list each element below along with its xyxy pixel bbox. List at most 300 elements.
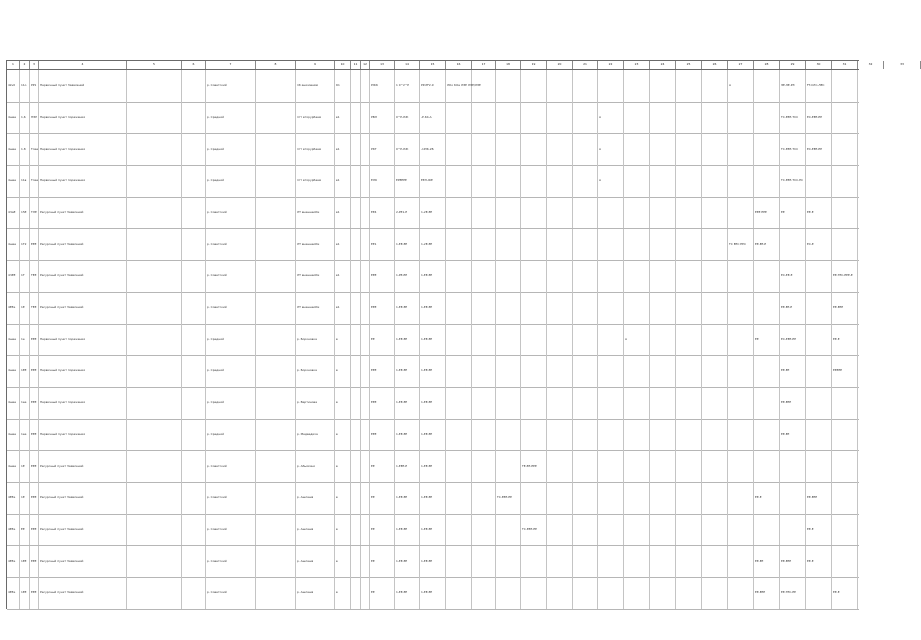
table-cell[interactable]: р. Советский — [206, 260, 256, 292]
table-cell[interactable] — [446, 450, 472, 482]
table-cell[interactable] — [446, 577, 472, 609]
table-cell[interactable]: ЕЕ-ТЕС-ЕЕЕ-Е — [832, 260, 858, 292]
table-cell[interactable]: в — [335, 419, 351, 451]
table-cell[interactable]: 1ЕЕ — [20, 355, 30, 387]
table-cell[interactable] — [256, 324, 296, 356]
table-cell[interactable] — [472, 324, 496, 356]
table-cell[interactable] — [573, 450, 598, 482]
table-cell[interactable] — [728, 514, 754, 546]
table-cell[interactable] — [361, 292, 370, 324]
table-cell[interactable] — [702, 165, 728, 197]
table-cell[interactable]: ЕЕЕ — [30, 450, 39, 482]
table-cell[interactable]: р. Средний — [206, 419, 256, 451]
table-cell[interactable]: ЕЕЕ — [30, 387, 39, 419]
table-cell[interactable]: в1 — [335, 165, 351, 197]
column-header[interactable]: 4 — [39, 61, 127, 69]
table-cell[interactable]: ЛТ внешнеобм — [296, 292, 335, 324]
table-cell[interactable]: Ресурсный пункт Заявлений — [39, 514, 127, 546]
column-header[interactable]: 11 — [351, 61, 361, 69]
table-cell[interactable] — [521, 197, 547, 229]
table-cell[interactable] — [676, 165, 702, 197]
table-cell[interactable] — [496, 324, 521, 356]
table-cell[interactable] — [624, 260, 650, 292]
table-cell[interactable]: ЕС-ЕЕЕ-ЕЕ — [806, 133, 832, 165]
table-cell[interactable] — [754, 133, 780, 165]
table-cell[interactable] — [702, 546, 728, 578]
table-cell[interactable] — [676, 355, 702, 387]
column-header[interactable]: 29 — [780, 61, 806, 69]
table-cell[interactable] — [361, 229, 370, 261]
table-cell[interactable] — [547, 546, 573, 578]
table-cell[interactable] — [351, 482, 361, 514]
table-cell[interactable]: р. Медведиха — [296, 419, 335, 451]
table-cell[interactable] — [446, 419, 472, 451]
table-cell[interactable] — [754, 292, 780, 324]
table-cell[interactable] — [547, 292, 573, 324]
table-cell[interactable] — [598, 324, 624, 356]
table-cell[interactable] — [127, 260, 182, 292]
table-cell[interactable] — [598, 514, 624, 546]
table-cell[interactable] — [624, 355, 650, 387]
table-cell[interactable] — [676, 419, 702, 451]
table-cell[interactable] — [361, 546, 370, 578]
table-cell[interactable] — [754, 355, 780, 387]
table-cell[interactable] — [472, 577, 496, 609]
table-cell[interactable]: р. Советский — [206, 450, 256, 482]
table-cell[interactable]: 1,6 — [20, 102, 30, 134]
column-header[interactable]: 13 — [370, 61, 395, 69]
table-cell[interactable]: ЕЕЕ — [30, 546, 39, 578]
table-cell[interactable]: ЕЕЕ — [30, 419, 39, 451]
table-cell[interactable] — [472, 514, 496, 546]
column-header[interactable]: 28 — [754, 61, 780, 69]
table-cell[interactable] — [446, 355, 472, 387]
table-cell[interactable]: 1ее — [20, 387, 30, 419]
table-cell[interactable]: 4ЧЕЕ — [7, 260, 20, 292]
table-cell[interactable]: ЭЕ-ЭЕ-РЭ — [780, 70, 806, 102]
table-cell[interactable] — [472, 450, 496, 482]
column-header[interactable]: 1 — [7, 61, 20, 69]
table-cell[interactable] — [676, 260, 702, 292]
table-cell[interactable] — [832, 102, 858, 134]
column-header[interactable]: 22 — [598, 61, 624, 69]
table-cell[interactable]: 1Е — [20, 292, 30, 324]
table-cell[interactable] — [702, 229, 728, 261]
table-cell[interactable] — [472, 419, 496, 451]
table-cell[interactable]: ЕЕ-ЕЕЕ — [780, 546, 806, 578]
column-header[interactable]: 21 — [573, 61, 598, 69]
table-cell[interactable] — [361, 419, 370, 451]
table-cell[interactable]: ЕЕ-ЕЕЕ — [832, 292, 858, 324]
table-cell[interactable]: в — [335, 324, 351, 356]
table-cell[interactable] — [361, 387, 370, 419]
table-cell[interactable]: 1-ЕЕ-ЕЕ — [420, 577, 446, 609]
table-cell[interactable] — [472, 546, 496, 578]
table-cell[interactable] — [361, 514, 370, 546]
table-cell[interactable]: 1-ЕЕ-ЕЕ — [420, 482, 446, 514]
table-cell[interactable]: 1-ЕЕ-ЕЕ — [420, 514, 446, 546]
table-cell[interactable] — [521, 102, 547, 134]
column-header[interactable]: 3 — [30, 61, 39, 69]
table-cell[interactable]: 1Е — [20, 450, 30, 482]
table-cell[interactable] — [127, 165, 182, 197]
table-cell[interactable] — [446, 102, 472, 134]
column-header[interactable]: 23 — [624, 61, 650, 69]
table-cell[interactable] — [547, 133, 573, 165]
table-cell[interactable] — [256, 102, 296, 134]
table-cell[interactable] — [521, 70, 547, 102]
table-cell[interactable] — [676, 514, 702, 546]
table-cell[interactable] — [521, 482, 547, 514]
table-cell[interactable]: 11o — [20, 70, 30, 102]
table-cell[interactable]: Первичный пункт поражения — [39, 355, 127, 387]
table-cell[interactable] — [182, 292, 206, 324]
table-cell[interactable]: р. Советский — [206, 546, 256, 578]
table-cell[interactable]: К1 — [335, 70, 351, 102]
table-cell[interactable] — [547, 102, 573, 134]
table-cell[interactable] — [182, 70, 206, 102]
table-cell[interactable]: ЕРЕЕЕЕ — [395, 165, 420, 197]
table-cell[interactable] — [547, 197, 573, 229]
table-cell[interactable]: 4шее — [7, 165, 20, 197]
table-cell[interactable] — [472, 165, 496, 197]
table-cell[interactable] — [127, 102, 182, 134]
table-cell[interactable] — [547, 229, 573, 261]
table-cell[interactable] — [446, 546, 472, 578]
table-cell[interactable] — [573, 419, 598, 451]
table-cell[interactable] — [676, 102, 702, 134]
table-cell[interactable] — [472, 102, 496, 134]
table-cell[interactable] — [650, 355, 676, 387]
table-cell[interactable] — [472, 70, 496, 102]
table-cell[interactable] — [496, 70, 521, 102]
table-cell[interactable]: ЕЕ — [370, 482, 395, 514]
table-cell[interactable] — [754, 387, 780, 419]
table-cell[interactable] — [361, 260, 370, 292]
table-cell[interactable] — [127, 419, 182, 451]
table-cell[interactable] — [521, 546, 547, 578]
table-cell[interactable] — [182, 197, 206, 229]
table-cell[interactable]: 1 0^2^P — [395, 70, 420, 102]
table-cell[interactable]: р. Средний — [206, 387, 256, 419]
table-cell[interactable] — [676, 546, 702, 578]
table-cell[interactable] — [182, 102, 206, 134]
table-cell[interactable] — [832, 514, 858, 546]
table-cell[interactable]: ЕЕЕЕЕ — [832, 355, 858, 387]
table-cell[interactable]: ЕС-ЕЕ-Е — [780, 260, 806, 292]
table-cell[interactable]: ЕЕЕ — [30, 229, 39, 261]
table-cell[interactable]: Тлее — [30, 133, 39, 165]
column-header[interactable]: 26 — [702, 61, 728, 69]
table-cell[interactable] — [351, 165, 361, 197]
column-header[interactable]: 15 — [420, 61, 446, 69]
table-cell[interactable] — [832, 482, 858, 514]
table-cell[interactable] — [182, 355, 206, 387]
table-cell[interactable]: Ресурсный пункт Заявлений — [39, 260, 127, 292]
table-cell[interactable] — [351, 514, 361, 546]
table-cell[interactable] — [676, 292, 702, 324]
table-cell[interactable]: ЕЕ-Е — [832, 324, 858, 356]
table-cell[interactable] — [573, 292, 598, 324]
table-cell[interactable]: в1 — [335, 260, 351, 292]
table-cell[interactable]: ЛТ внешнеобм — [296, 260, 335, 292]
table-cell[interactable] — [624, 419, 650, 451]
table-cell[interactable]: ЕЕЕ — [370, 260, 395, 292]
table-cell[interactable]: 4kv0 — [7, 70, 20, 102]
table-cell[interactable] — [446, 324, 472, 356]
table-cell[interactable] — [573, 577, 598, 609]
table-cell[interactable] — [547, 514, 573, 546]
table-cell[interactable]: FT-СЛС-ЛЕС — [806, 70, 832, 102]
table-cell[interactable] — [182, 165, 206, 197]
table-cell[interactable] — [446, 260, 472, 292]
table-cell[interactable]: 1-ЕЕ-ЕЕ — [420, 324, 446, 356]
table-cell[interactable] — [361, 102, 370, 134]
table-cell[interactable]: ЕЕЕ — [30, 482, 39, 514]
table-cell[interactable]: в — [335, 577, 351, 609]
table-cell[interactable] — [598, 482, 624, 514]
table-cell[interactable] — [650, 514, 676, 546]
table-cell[interactable]: 4шее — [7, 324, 20, 356]
table-cell[interactable]: ЕЕ — [370, 324, 395, 356]
table-cell[interactable] — [832, 197, 858, 229]
table-cell[interactable] — [598, 355, 624, 387]
table-cell[interactable] — [676, 229, 702, 261]
table-cell[interactable] — [754, 419, 780, 451]
table-cell[interactable] — [496, 165, 521, 197]
table-cell[interactable] — [351, 102, 361, 134]
table-cell[interactable] — [351, 260, 361, 292]
table-cell[interactable] — [624, 102, 650, 134]
table-cell[interactable] — [598, 577, 624, 609]
table-cell[interactable] — [624, 577, 650, 609]
column-header[interactable]: 14 — [395, 61, 420, 69]
table-cell[interactable] — [676, 197, 702, 229]
table-cell[interactable]: пгт вторурбаем — [296, 133, 335, 165]
table-cell[interactable] — [676, 70, 702, 102]
table-cell[interactable] — [598, 260, 624, 292]
table-cell[interactable]: Ресурсный пункт Заявлений — [39, 546, 127, 578]
table-cell[interactable] — [351, 70, 361, 102]
table-cell[interactable] — [650, 419, 676, 451]
table-cell[interactable] — [598, 450, 624, 482]
table-cell[interactable] — [573, 387, 598, 419]
table-cell[interactable] — [521, 355, 547, 387]
table-cell[interactable] — [780, 514, 806, 546]
table-cell[interactable] — [650, 197, 676, 229]
table-cell[interactable]: в1 — [335, 133, 351, 165]
table-cell[interactable] — [256, 70, 296, 102]
table-cell[interactable]: р. Ашлашя — [296, 546, 335, 578]
table-cell[interactable]: ЕЕЕ — [370, 419, 395, 451]
table-cell[interactable] — [127, 355, 182, 387]
table-cell[interactable] — [127, 546, 182, 578]
table-cell[interactable]: ЕЕ-ЕЕ — [754, 546, 780, 578]
table-cell[interactable] — [256, 450, 296, 482]
table-cell[interactable]: ЕЛК — [370, 165, 395, 197]
table-cell[interactable] — [702, 133, 728, 165]
table-cell[interactable]: ЕЕЕ — [30, 355, 39, 387]
table-cell[interactable]: в1 — [335, 197, 351, 229]
table-cell[interactable] — [702, 387, 728, 419]
table-cell[interactable] — [806, 577, 832, 609]
table-cell[interactable]: 1-РЕ-ЕЕ — [395, 260, 420, 292]
table-cell[interactable]: ЕЕ-Е — [754, 482, 780, 514]
table-cell[interactable]: ЛТ внешнеобм — [296, 229, 335, 261]
table-cell[interactable]: 1е — [20, 324, 30, 356]
table-cell[interactable] — [446, 482, 472, 514]
table-cell[interactable]: 1-ЕЕ-ЕЕ — [420, 419, 446, 451]
table-cell[interactable] — [573, 546, 598, 578]
table-cell[interactable] — [446, 197, 472, 229]
table-cell[interactable] — [832, 165, 858, 197]
table-cell[interactable] — [728, 577, 754, 609]
table-cell[interactable] — [446, 292, 472, 324]
table-cell[interactable] — [624, 70, 650, 102]
column-header[interactable]: 32 — [858, 61, 884, 69]
table-cell[interactable] — [351, 229, 361, 261]
table-cell[interactable] — [806, 355, 832, 387]
table-cell[interactable]: р. Средний — [206, 324, 256, 356]
table-cell[interactable]: р. Советский — [206, 514, 256, 546]
column-header[interactable]: 19 — [521, 61, 547, 69]
table-cell[interactable]: ТЛЕ — [30, 197, 39, 229]
table-cell[interactable] — [182, 229, 206, 261]
table-cell[interactable] — [624, 514, 650, 546]
table-cell[interactable] — [351, 197, 361, 229]
table-cell[interactable]: ЕЕ — [370, 577, 395, 609]
table-cell[interactable]: 1-ЕЕЕ-Е — [395, 450, 420, 482]
table-cell[interactable] — [256, 260, 296, 292]
table-cell[interactable]: в — [335, 387, 351, 419]
table-cell[interactable]: р. Средний — [206, 133, 256, 165]
table-cell[interactable] — [256, 197, 296, 229]
table-cell[interactable]: 1-ЕЕ-ЕЕ — [420, 546, 446, 578]
table-cell[interactable] — [351, 546, 361, 578]
table-cell[interactable] — [256, 482, 296, 514]
table-cell[interactable]: 1-ЕЕ-ЕЕ — [395, 546, 420, 578]
table-cell[interactable] — [728, 450, 754, 482]
table-cell[interactable] — [624, 165, 650, 197]
table-cell[interactable] — [361, 577, 370, 609]
table-cell[interactable] — [754, 70, 780, 102]
table-cell[interactable]: 1-ЕЕ-ЕЕ — [395, 387, 420, 419]
table-cell[interactable] — [624, 387, 650, 419]
table-cell[interactable]: р. Ашлашя — [296, 482, 335, 514]
table-cell[interactable]: 1-ЕЕ-ЕЕ — [395, 324, 420, 356]
table-cell[interactable] — [806, 419, 832, 451]
table-cell[interactable] — [650, 292, 676, 324]
table-cell[interactable] — [182, 546, 206, 578]
table-cell[interactable] — [182, 387, 206, 419]
table-cell[interactable] — [624, 197, 650, 229]
table-cell[interactable]: А — [598, 133, 624, 165]
table-cell[interactable]: р. Ашлашя — [296, 577, 335, 609]
table-cell[interactable] — [598, 70, 624, 102]
table-cell[interactable] — [127, 292, 182, 324]
table-cell[interactable] — [598, 292, 624, 324]
table-cell[interactable] — [351, 292, 361, 324]
table-cell[interactable] — [361, 324, 370, 356]
table-cell[interactable] — [496, 546, 521, 578]
table-cell[interactable] — [676, 482, 702, 514]
table-cell[interactable] — [780, 450, 806, 482]
table-cell[interactable] — [806, 324, 832, 356]
table-cell[interactable] — [728, 419, 754, 451]
table-cell[interactable] — [598, 229, 624, 261]
table-cell[interactable] — [650, 324, 676, 356]
table-cell[interactable]: ТС-ЕЕЕ-ТСС — [780, 102, 806, 134]
table-cell[interactable]: ТЕ-ЕЕ-ЕЕЕ — [521, 450, 547, 482]
table-cell[interactable]: 1-ЕЕ-ЕЕ — [420, 387, 446, 419]
table-cell[interactable] — [472, 197, 496, 229]
table-cell[interactable] — [676, 324, 702, 356]
table-cell[interactable] — [472, 260, 496, 292]
table-cell[interactable] — [446, 387, 472, 419]
table-cell[interactable] — [702, 260, 728, 292]
table-cell[interactable] — [728, 260, 754, 292]
table-cell[interactable] — [256, 387, 296, 419]
column-header[interactable]: 17 — [472, 61, 496, 69]
table-cell[interactable]: 0^Р-ЛЖ — [395, 133, 420, 165]
table-cell[interactable]: р. Ашлашя — [296, 514, 335, 546]
table-cell[interactable] — [650, 133, 676, 165]
table-cell[interactable] — [521, 165, 547, 197]
table-cell[interactable]: РВЛ — [370, 102, 395, 134]
table-cell[interactable] — [624, 292, 650, 324]
table-cell[interactable] — [832, 133, 858, 165]
column-header[interactable]: 31 — [832, 61, 858, 69]
column-header[interactable]: 20 — [547, 61, 573, 69]
table-cell[interactable]: 1-2Е-ЕЕ — [420, 229, 446, 261]
table-cell[interactable] — [702, 70, 728, 102]
table-cell[interactable] — [521, 229, 547, 261]
table-cell[interactable]: 1-ЕЕ-ЕЕ — [395, 419, 420, 451]
table-cell[interactable] — [351, 577, 361, 609]
table-cell[interactable] — [521, 133, 547, 165]
table-cell[interactable]: -1РЖ-2Б — [420, 133, 446, 165]
table-cell[interactable] — [256, 355, 296, 387]
table-cell[interactable] — [496, 355, 521, 387]
table-cell[interactable] — [598, 419, 624, 451]
table-cell[interactable]: в — [335, 482, 351, 514]
table-cell[interactable]: 4ЕЕе — [7, 577, 20, 609]
table-cell[interactable]: ЕЕ-ЕЕ — [780, 355, 806, 387]
table-cell[interactable]: ЕЕЕ — [370, 355, 395, 387]
table-cell[interactable] — [728, 102, 754, 134]
table-cell[interactable] — [832, 387, 858, 419]
table-cell[interactable]: ЕЕЕ — [30, 324, 39, 356]
table-cell[interactable] — [521, 260, 547, 292]
table-cell[interactable] — [573, 324, 598, 356]
table-cell[interactable]: PP1 — [30, 70, 39, 102]
table-cell[interactable] — [832, 419, 858, 451]
table-cell[interactable]: 4ЕЕе — [7, 546, 20, 578]
table-cell[interactable] — [496, 197, 521, 229]
column-header[interactable]: 9 — [296, 61, 335, 69]
table-cell[interactable] — [624, 450, 650, 482]
table-cell[interactable] — [573, 482, 598, 514]
table-cell[interactable] — [472, 387, 496, 419]
table-cell[interactable] — [754, 165, 780, 197]
table-cell[interactable]: 1-ЕЕ-ЕЕ — [395, 577, 420, 609]
table-cell[interactable]: ЕЕЕ — [370, 387, 395, 419]
table-cell[interactable] — [676, 387, 702, 419]
table-cell[interactable]: 2-РЕ1-Е — [395, 197, 420, 229]
table-cell[interactable]: ТЕЕ — [30, 260, 39, 292]
table-cell[interactable]: 1-ЕЕ-ЕЕ — [395, 355, 420, 387]
table-cell[interactable] — [446, 514, 472, 546]
